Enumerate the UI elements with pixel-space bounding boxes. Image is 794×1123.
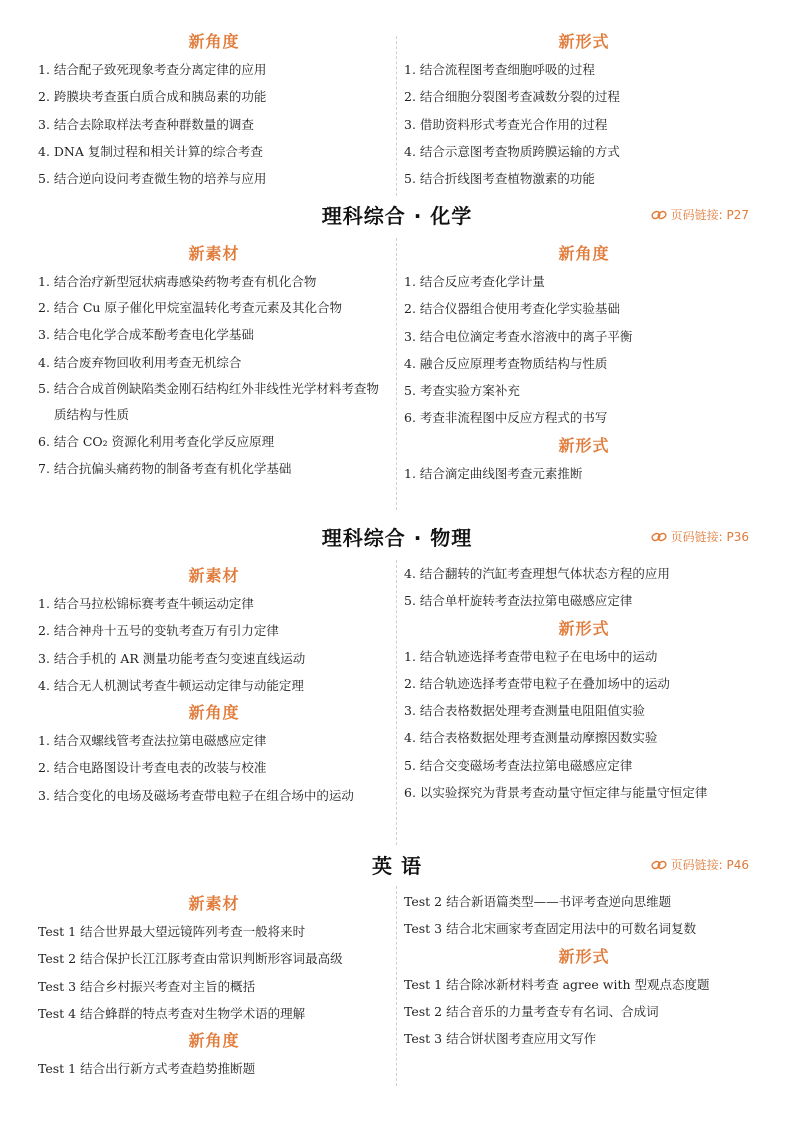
section-heading: 新形式 <box>558 32 610 51</box>
list-item: 4. DNA 复制过程和相关计算的综合考查 <box>38 143 263 159</box>
list-item: 2. 跨膜块考查蛋白质合成和胰岛素的功能 <box>38 89 267 105</box>
eng-page-link[interactable] <box>651 856 749 874</box>
section-heading: 新角度 <box>188 1031 240 1051</box>
list-item: 1. 结合流程图考查细胞呼吸的过程 <box>404 62 595 77</box>
list-item: 1. 结合反应考查化学计量 <box>404 274 545 289</box>
phys-left-section <box>38 562 390 809</box>
list-item: 4. 结合无人机测试考查牛顿运动定律与动能定理 <box>38 677 304 693</box>
list-item: Test 3 结合饼状图考查应用文写作 <box>404 1031 597 1047</box>
section-heading: 新素材 <box>188 244 240 263</box>
list-item: 1. 结合马拉松锦标赛考查牛顿运动定律 <box>38 596 254 611</box>
column-divider <box>396 886 397 1086</box>
chem-right-section <box>404 240 764 487</box>
list-item: 3. 结合电位滴定考查水溶液中的离子平衡 <box>404 328 633 344</box>
section-heading: 新角度 <box>188 703 240 723</box>
column-divider <box>396 36 397 196</box>
list-item: 4. 融合反应原理考查物质结构与性质 <box>404 355 608 371</box>
list-item: Test 1 结合出行新方式考查趋势推断题 <box>38 1061 256 1077</box>
page-link-text: 页码链接: P36 <box>670 530 749 544</box>
list-item: Test 3 结合北宋画家考查固定用法中的可数名词复数 <box>404 921 697 937</box>
list-item: 2. 结合电路图设计考查电表的改装与校准 <box>38 760 267 776</box>
list-item: 7. 结合抗偏头痛药物的制备考查有机化学基础 <box>38 461 292 477</box>
section-heading: 新角度 <box>188 32 240 51</box>
column-divider <box>396 560 397 845</box>
bio-right-section <box>404 28 764 192</box>
list-item: 5. 结合单杆旋转考查法拉第电磁感应定律 <box>404 593 633 609</box>
list-item: 2. 结合轨迹选择考查带电粒子在叠加场中的运动 <box>404 675 670 691</box>
section-heading: 新形式 <box>558 435 610 455</box>
list-item: 1. 结合治疗新型冠状病毒感染药物考查有机化合物 <box>38 274 317 289</box>
list-item: 2. 结合细胞分裂图考查减数分裂的过程 <box>404 89 620 105</box>
list-item: 1. 结合配子致死现象考查分离定律的应用 <box>38 62 267 77</box>
list-item: 1. 结合轨迹选择考查带电粒子在电场中的运动 <box>404 648 658 664</box>
section-heading: 新角度 <box>558 244 610 263</box>
chem-left-section <box>38 240 390 482</box>
chem-page-link[interactable] <box>651 206 749 224</box>
page-link-text: 页码链接: P27 <box>670 208 749 222</box>
list-item: Test 2 结合新语篇类型——书评考查逆向思维题 <box>404 894 672 909</box>
list-item: 6. 以实验探究为背景考查动量守恒定律与能量守恒定律 <box>404 785 708 801</box>
list-item: 3. 结合手机的 AR 测量功能考查匀变速直线运动 <box>38 650 306 666</box>
section-heading: 新素材 <box>188 894 240 913</box>
list-item: Test 3 结合乡村振兴考查对主旨的概括 <box>38 978 256 994</box>
list-item: 1. 结合双螺线管考查法拉第电磁感应定律 <box>38 733 267 749</box>
list-item: 5. 考查实验方案补充 <box>404 383 520 399</box>
list-item: 5. 结合折线图考查植物激素的功能 <box>404 171 595 187</box>
eng-left-section <box>38 890 390 1082</box>
link-icon <box>651 859 667 874</box>
eng-title: 英 语 <box>372 854 422 878</box>
list-item: 3. 结合去除取样法考查种群数量的调查 <box>38 116 254 132</box>
list-item: 4. 结合表格数据处理考查测量动摩擦因数实验 <box>404 730 658 746</box>
list-item: 2. 结合仪器组合使用考查化学实验基础 <box>404 301 620 317</box>
link-icon <box>651 209 667 224</box>
section-heading: 新形式 <box>558 618 610 638</box>
link-icon <box>651 531 667 546</box>
page-link-text: 页码链接: P46 <box>670 858 749 872</box>
column-divider <box>396 238 397 510</box>
phys-title: 理科综合 · 物理 <box>321 526 473 550</box>
list-item: 3. 结合电化学合成苯酚考查电化学基础 <box>38 327 254 343</box>
list-item: 2. 结合神舟十五号的变轨考查万有引力定律 <box>38 623 279 639</box>
list-item: 1. 结合滴定曲线图考查元素推断 <box>404 465 583 481</box>
list-item: 3. 结合变化的电场及磁场考查带电粒子在组合场中的运动 <box>38 787 354 803</box>
list-item: Test 2 结合音乐的力量考查专有名词、合成词 <box>404 1003 659 1019</box>
list-item: Test 1 结合除冰新材料考查 agree with 型观点态度题 <box>404 976 710 992</box>
phys-right-section <box>404 560 764 806</box>
list-item: Test 1 结合世界最大望远镜阵列考查一般将来时 <box>38 924 306 939</box>
list-item: 3. 借助资料形式考查光合作用的过程 <box>404 116 608 132</box>
bio-left-section <box>38 28 390 192</box>
list-item: 4. 结合废弃物回收利用考查无机综合 <box>38 354 242 370</box>
list-item: 5. 结合逆向设问考查微生物的培养与应用 <box>38 171 267 187</box>
list-item: 5. 结合合成首例缺陷类金刚石结构红外非线性光学材料考查物质结构与性质 <box>38 380 379 422</box>
phys-page-link[interactable] <box>651 528 749 546</box>
eng-right-section <box>404 888 764 1052</box>
list-item: 6. 考查非流程图中反应方程式的书写 <box>404 410 608 426</box>
list-item: 4. 结合翻转的汽缸考查理想气体状态方程的应用 <box>404 566 670 581</box>
list-item: 2. 结合 Cu 原子催化甲烷室温转化考查元素及其化合物 <box>38 300 342 316</box>
list-item: 4. 结合示意图考查物质跨膜运输的方式 <box>404 143 620 159</box>
section-heading: 新形式 <box>558 946 610 966</box>
list-item: Test 4 结合蜂群的特点考查对生物学术语的理解 <box>38 1005 306 1021</box>
section-heading: 新素材 <box>188 566 240 585</box>
list-item: Test 2 结合保护长江江豚考查由常识判断形容词最高级 <box>38 951 343 967</box>
list-item: 5. 结合交变磁场考查法拉第电磁感应定律 <box>404 757 633 773</box>
list-item: 6. 结合 CO₂ 资源化利用考查化学反应原理 <box>38 433 275 449</box>
list-item: 3. 结合表格数据处理考查测量电阻阻值实验 <box>404 703 645 719</box>
chem-title: 理科综合 · 化学 <box>321 204 473 228</box>
